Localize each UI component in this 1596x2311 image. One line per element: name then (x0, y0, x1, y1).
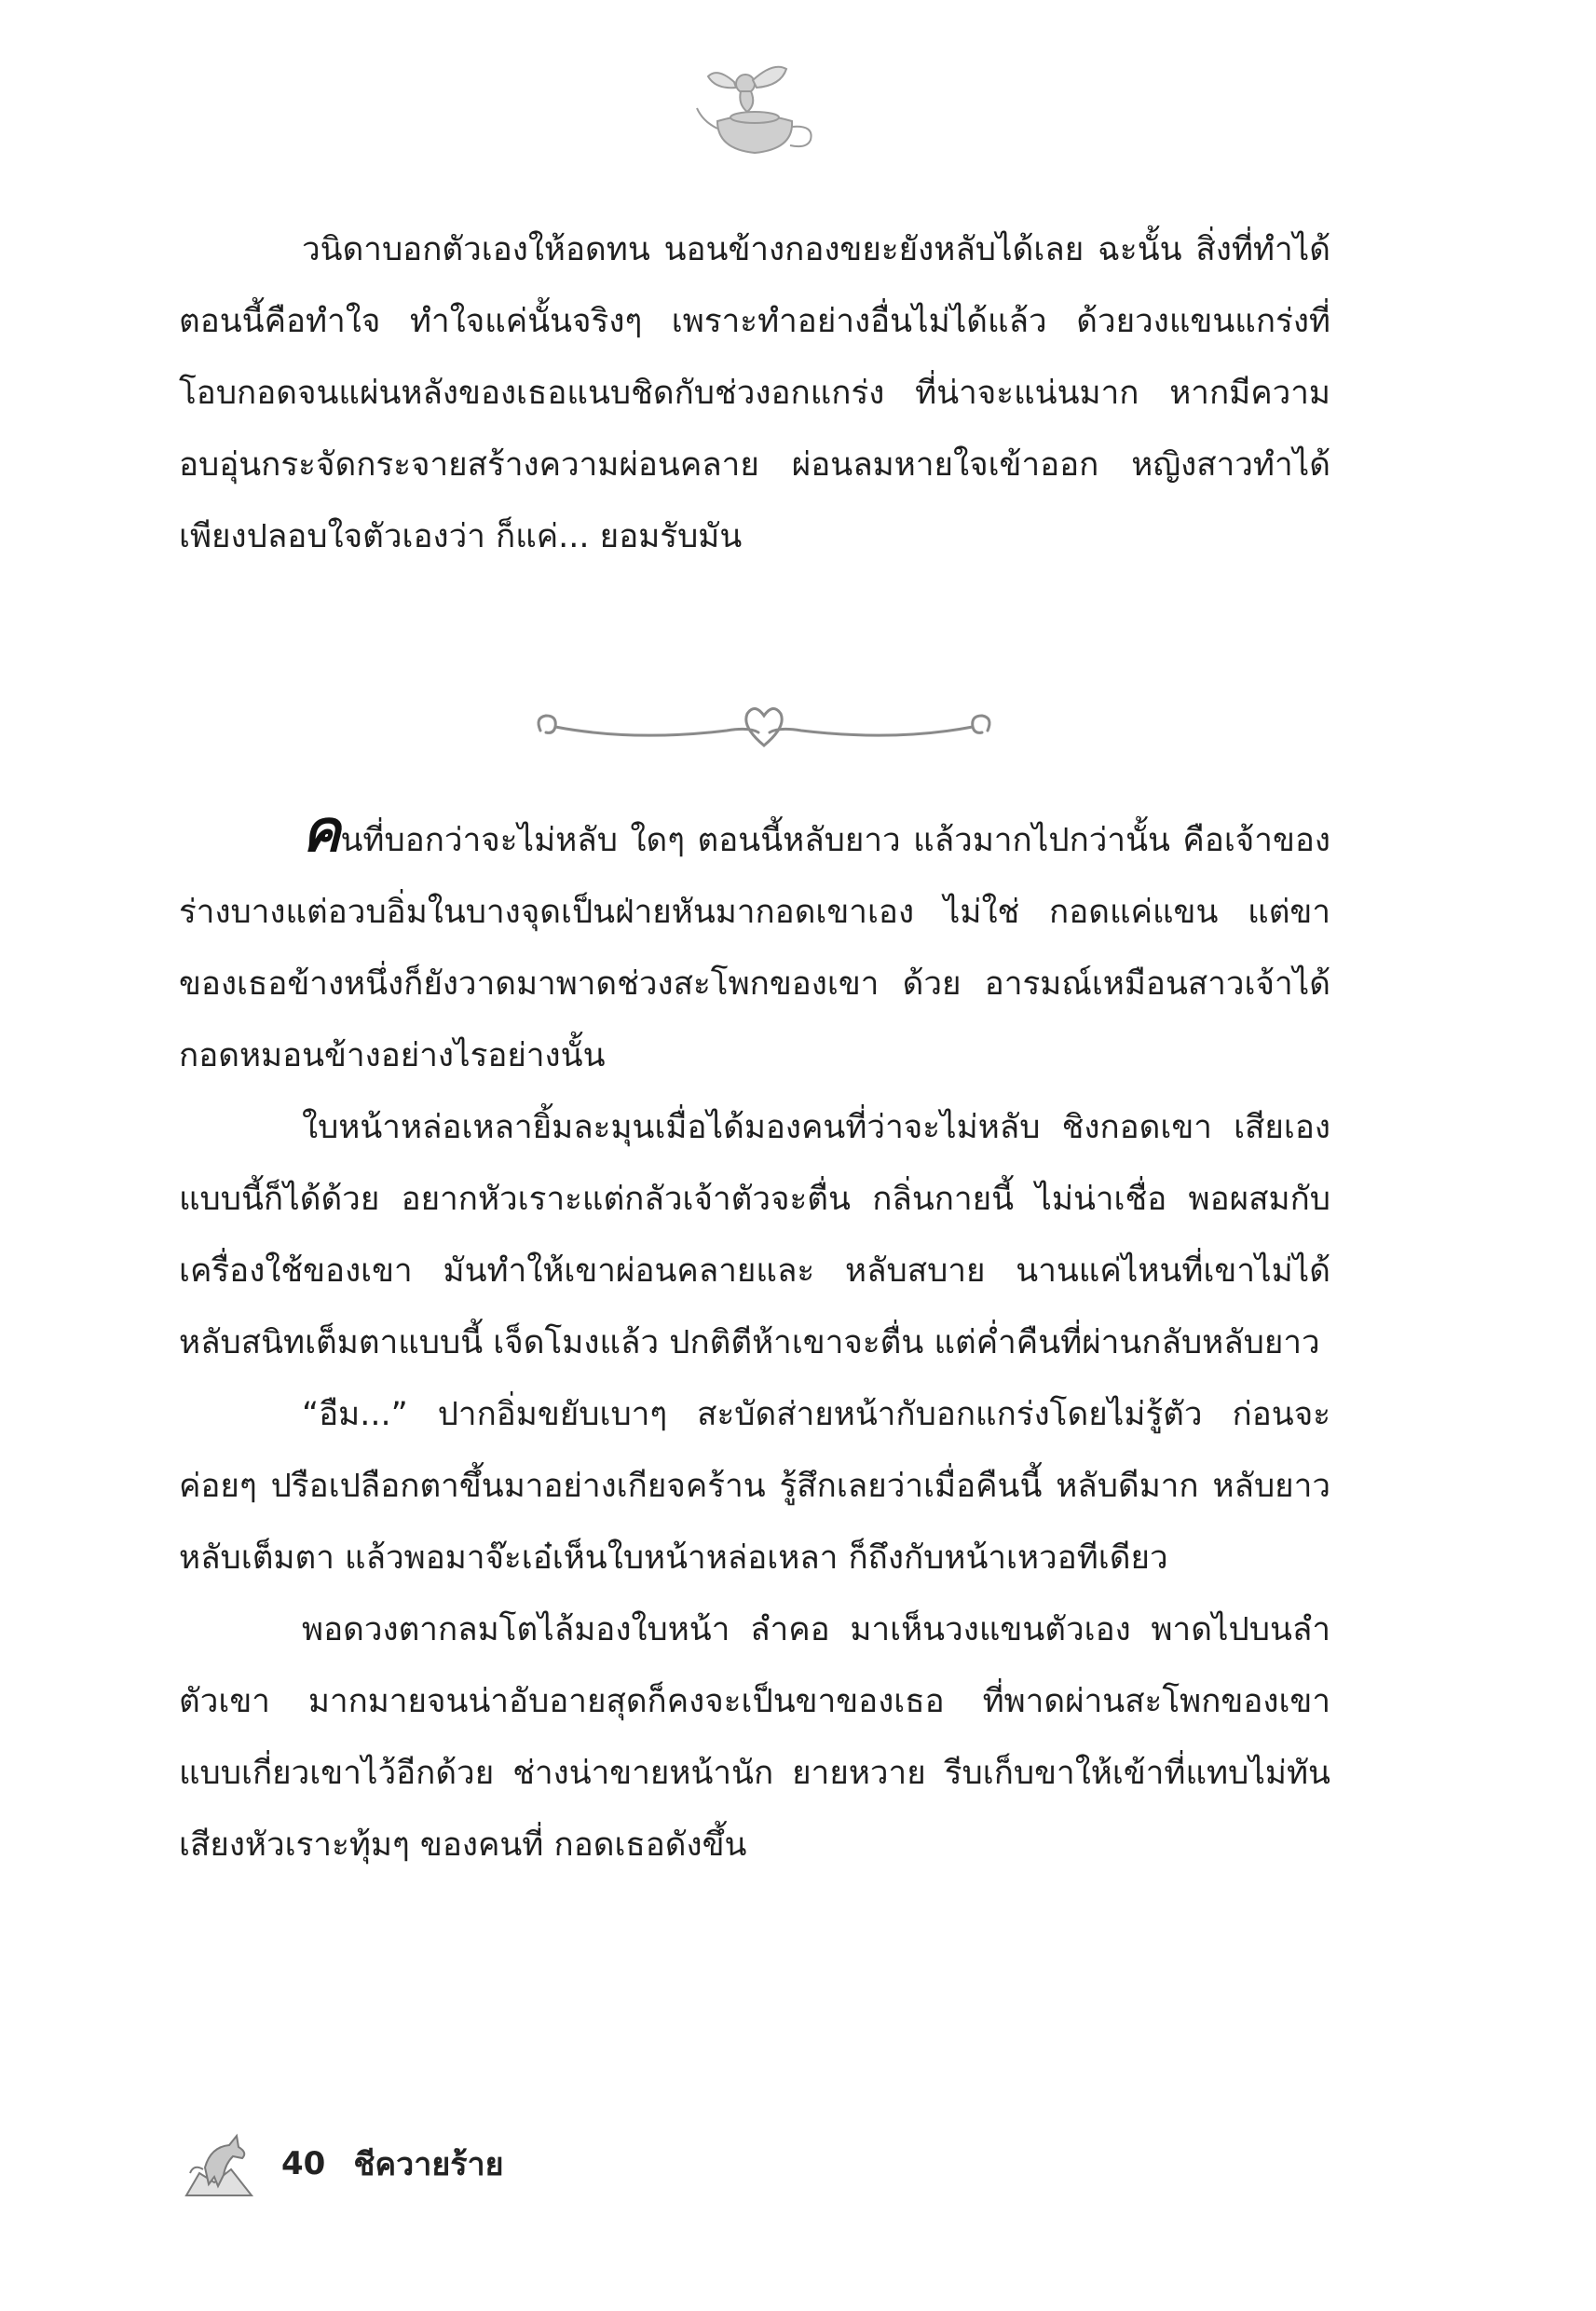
paragraph: “อืม...” ปากอิ่มขยับเบาๆ สะบัดส่ายหน้ากับอกแกร่งโดยไม่รู้ตัว ก่อนจะค่อยๆ ปรือเปลือกตาขึ้นมาอย่างเกียจคร้าน รู้สึกเลยว่าเมื่อคืนนี้ หลับดีมาก หลับยาว หลับเต็มตา แล้วพอมาจ๊ะเอ๋เห็นใบหน้าหล่อเหลา ก็ถึงกับหน้าเหวอทีเดียว (179, 1396, 1330, 1577)
book-title: ชีควายร้าย (353, 2146, 504, 2183)
cupid-teapot-ornament-icon (689, 56, 820, 168)
horse-logo-icon (177, 2126, 261, 2201)
paragraph: พอดวงตากลมโตไล้มองใบหน้า ลำคอ มาเห็นวงแขนตัวเอง พาดไปบนลำตัวเขา มากมายจนน่าอับอายสุดก็คงจะเป็นขาของเธอ ที่พาดผ่านสะโพกของเขาแบบเกี่ยวเขาไว้อีกด้วย ช่างน่าขายหน้านัก ยายหวาย รีบเก็บขาให้เข้าที่แทบไม่ทัน เสียงหัวเราะทุ้มๆ ของคนที่ กอดเธอดังขึ้น (179, 1611, 1330, 1864)
section-1-text (179, 214, 1330, 573)
paragraph: ใบหน้าหล่อเหลายิ้มละมุนเมื่อได้มองคนที่ว่าจะไม่หลับ ชิงกอดเขา เสียเองแบบนี้ก็ได้ด้วย อยากหัวเราะแต่กลัวเจ้าตัวจะตื่น กลิ่นกายนี้ ไม่น่าเชื่อ พอผสมกับเครื่องใช้ของเขา มันทำให้เขาผ่อนคลายและ หลับสบาย นานแค่ไหนที่เขาไม่ได้หลับสนิทเต็มตาแบบนี้ เจ็ดโมงแล้ว ปกติตีห้าเขาจะตื่น แต่ค่ำคืนที่ผ่านกลับหลับยาว (179, 1109, 1330, 1361)
section-2-text (179, 797, 1330, 1881)
page-number: 40 (281, 2145, 326, 2182)
first-paragraph-text: นที่บอกว่าจะไม่หลับ ใดๆ ตอนนี้หลับยาว แล้วมากไปกว่านั้น คือเจ้าของร่างบางแต่อวบอิ่มในบางจุดเป็นฝ่ายหันมากอดเขาเอง ไม่ใช่ กอดแค่แขน แต่ขาของเธอข้างหนึ่งก็ยังวาดมาพาดช่วงสะโพกของเขา ด้วย อารมณ์เหมือนสาวเจ้าได้กอดหมอนข้างอย่างไรอย่างนั้น (179, 822, 1330, 1074)
heart-swirl-divider-icon (522, 690, 1006, 764)
page-footer (177, 2126, 504, 2201)
paragraph: วนิดาบอกตัวเองให้อดทน นอนข้างกองขยะยังหลับได้เลย ฉะนั้น สิ่งที่ทำได้ตอนนี้คือทำใจ ทำใจแค่นั้นจริงๆ เพราะทำอย่างอื่นไม่ได้แล้ว ด้วยวงแขนแกร่งที่โอบกอดจนแผ่นหลังของเธอแนบชิดกับช่วงอกแกร่ง ที่น่าจะแน่นมาก หากมีความอบอุ่นกระจัดกระจายสร้างความผ่อนคลาย ผ่อนลมหายใจเข้าออก หญิงสาวทำได้เพียงปลอบใจตัวเองว่า ก็แค่... ยอมรับมัน (179, 231, 1330, 555)
drop-cap-letter: ค (302, 797, 341, 865)
first-paragraph (179, 797, 1330, 1092)
